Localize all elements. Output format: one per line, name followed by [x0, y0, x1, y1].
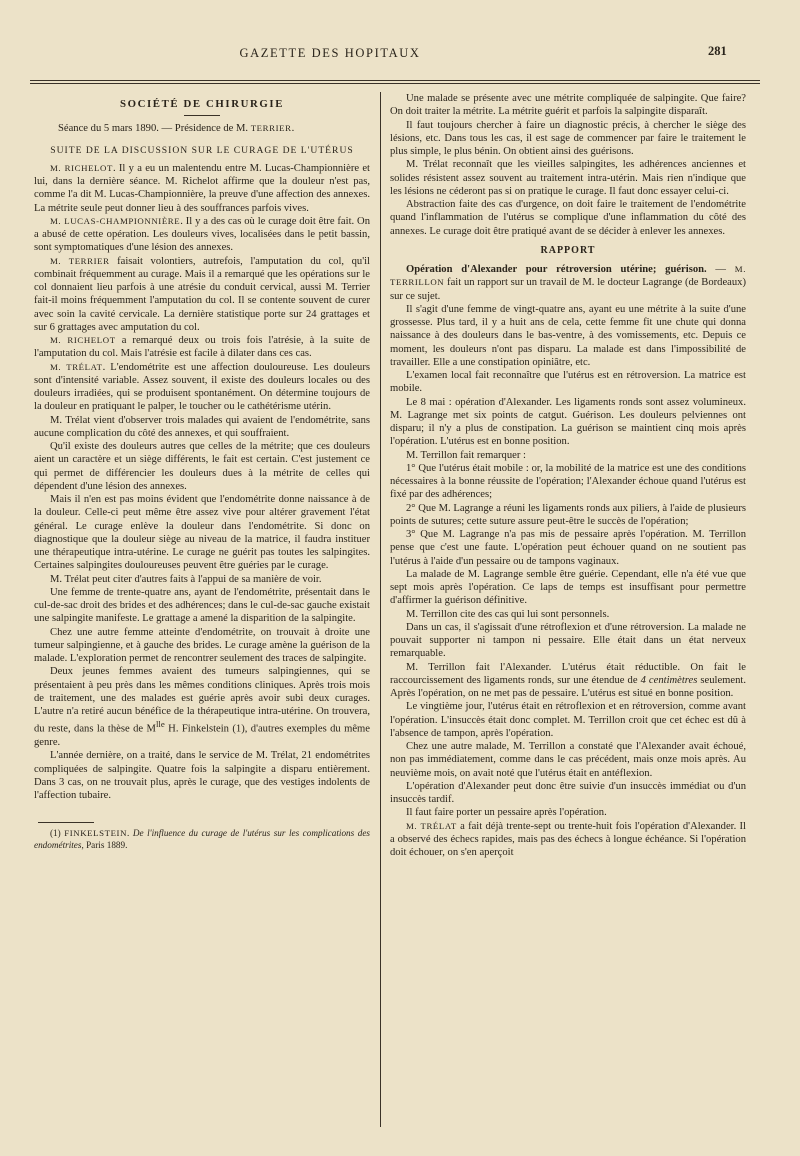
footnote: (1) FINKELSTEIN. De l'influence du curage de l'utérus sur les complications des endométrites, Paris 1889. — [34, 828, 370, 851]
paragraph: M. Trélat reconnaît que les vieilles salpingites, les adhérences anciennes et solides résistent assez souvent au traitement intra-utérin. Mais rien n'indique que les lésions ne céderont pas si on pratique le curage. Il faut donc essayer celui-ci. — [390, 159, 746, 197]
paragraph: M. RICHELOT. Il y a eu un malentendu entre M. Lucas-Championnière et lui, dans la dernière séance. M. Richelot affirme que la douleur n'est pas, comme l'a dit M. Lucas-Championnière, la preuve d'une affection des annexes. La métrite seule peut donner lieu à des souffrances parfois vives. — [34, 162, 370, 214]
speaker-name: M. TRÉLAT — [50, 361, 103, 372]
page-number: 281 — [708, 44, 727, 58]
speaker-name: M. TERRIER — [50, 255, 110, 266]
paragraph: M. LUCAS-CHAMPIONNIÈRE. Il y a des cas où le curage doit être fait. On a abusé de cette opération. Les douleurs vives, localisées dans le petit bassin, sont symptomatiques d'une lésion des annexes. — [34, 215, 370, 254]
paragraph: Chez une autre femme atteinte d'endométrite, on trouvait à droite une tumeur salpingienne, et à gauche des brides. Le curage amène la guérison de la malade. L'exploration permet de rencontrer seulement des traces de salpingite. — [34, 626, 370, 664]
speaker-name: M. RICHELOT — [50, 162, 113, 173]
speaker-name: M. LUCAS-CHAMPIONNIÈRE — [50, 215, 181, 226]
section-title: SOCIÉTÉ DE CHIRURGIE — [120, 98, 284, 110]
header-double-rule — [30, 80, 760, 84]
paragraph: M. TRÉLAT a fait déjà trente-sept ou trente-huit fois l'opération d'Alexander. Il a observé des échecs rapides, mais pas des échecs à longue échéance. Si l'opération doit échouer, on s'en aperçoit — [390, 820, 747, 858]
president-name: TERRIER — [250, 123, 292, 134]
paragraph: Abstraction faite des cas d'urgence, on doit faire le traitement de l'endométrite quand l'inflammation de l'utérus se complique d'une inflammation du côté des annexes. Le curage doit être pratiqué avant de se décider à enlever les annexes. — [390, 199, 746, 237]
running-header-title: GAZETTE DES HOPITAUX — [239, 46, 421, 60]
paragraph: Il faut faire porter un pessaire après l'opération. — [406, 807, 607, 819]
footnote-rule — [38, 822, 94, 823]
paragraph: Il faut toujours chercher à faire un diagnostic précis, à chercher le siège des lésions, etc. Dans tous les cas, il est sage de commencer par faire le traitement le plus simple, le plus bénin. On obtient ainsi des guérisons. — [390, 119, 746, 157]
left-column — [34, 92, 370, 851]
paragraph: M. RICHELOT a remarqué deux ou trois fois l'atrésie, à la suite de l'amputation du col. Mais l'atrésie est facile à dilater dans ces cas. — [34, 335, 370, 360]
paragraph: Une malade se présente avec une métrite compliquée de salpingite. Que faire? On doit traiter la métrite. La métrite guérit et parfois la salpingite disparaît. — [390, 93, 746, 118]
right-column — [390, 92, 746, 859]
paragraph: M. TERRIER faisait volontiers, autrefois, l'amputation du col, qu'il combinait fréquemment au curage. Mais il a remarqué que les opérations sur le col donnaient lieu parfois à une atrésie du conduit cervical, aussi M. Terrier fait-il moins fréquemment l'amputation du col. Il se contente souvent de curer avec soin la cavité cervicale. La dernière statistique porte sur 24 grattages et sur 6 grattages avec amputation du col. — [34, 255, 370, 333]
speaker-name: M. TRÉLAT — [406, 820, 457, 831]
paragraph: Chez une autre malade, M. Terrillon a constaté que l'Alexander avait échoué, non pas immédiatement, comme dans le cas précédent, mais onze mois après. Au neuvième mois, on avait noté que l'utérus était en antéflexion. — [390, 741, 746, 779]
paragraph: M. Terrillon cite des cas qui lui sont personnels. — [406, 608, 610, 620]
paragraph: Deux jeunes femmes avaient des tumeurs salpingiennes, qui se présentaient à peu près dans les mêmes conditions cliniques. Après trois mois de traitement, une des malades est guérie après avoir subi deux curages. L'autre n'a retiré aucun bénéfice de la thérapeutique intra-utérine. On trouvera, du reste, dans la thèse de $M^{lle}$ H. Finkelstein (1), d'autres exemples du même genre. — [34, 666, 370, 749]
column-divider — [380, 92, 381, 1127]
rapport-heading: RAPPORT — [540, 244, 596, 256]
paragraph: Une femme de trente-quatre ans, ayant de l'endométrite, présentait dans le cul-de-sac droit des brides et des adhérences; dans le cul-de-sac gauche existait une salpingite manifeste. Le grattage a amené la disparition de la salpingite. — [34, 586, 370, 625]
paragraph: M. Trélat vient d'observer trois malades qui avaient de l'endométrite, sans aucune complication du côté des annexes, et qui souffraient. — [34, 414, 370, 439]
paragraph: M. Terrillon fait l'Alexander. L'utérus était réductible. On fait le raccourcissement des ligaments ronds, sur une étendue de 4 centimètres seulement. Après l'opération, on ne met pas de pessaire. L'utérus est situé en bonne position. — [390, 661, 747, 699]
seance-line: Séance du 5 mars 1890. — Présidence de M. TERRIER. — [58, 123, 295, 135]
paragraph: 3° Que M. Lagrange n'a pas mis de pessaire après l'opération. M. Terrillon pense que c'est une faute. L'opération peut échouer quand on ne soutient pas l'utérus à l'aide d'un pessaire ou de tampons vaginaux. — [390, 529, 746, 567]
paragraph: M. TRÉLAT. L'endométrite est une affection douloureuse. Les douleurs sont d'intensité variable. Assez souvent, il existe des douleurs locales ou des douleurs irradiées, qui se produisent spontanément. On détermine toujours de la douleur en pratiquant le palper, le toucher ou le cathétérisme utérin. — [34, 361, 371, 413]
paragraph: L'examen local fait reconnaître que l'utérus est en rétroversion. La matrice est mobile. — [390, 370, 746, 395]
footnote-title: De l'influence du curage de l'utérus sur les complications des endométrites — [34, 828, 370, 851]
paragraph: Opération d'Alexander pour rétroversion utérine; guérison. — M. TERRILLON fait un rapport sur un travail de M. le docteur Lagrange (de Bordeaux) sur ce sujet. — [390, 264, 747, 302]
footnote-author: FINKELSTEIN — [64, 828, 128, 839]
paragraph: Dans un cas, il s'agissait d'une rétroflexion et d'une rétroversion. La malade ne pouvait supporter ni tampon ni pessaire. Elle était dans un état nerveux remarquable. — [390, 621, 746, 660]
paragraph: Le 8 mai : opération d'Alexander. Les ligaments ronds sont assez volumineux. M. Lagrange met six points de catgut. Guérison. Les douleurs pelviennes ont disparu; il n'y a plus de constipation. La guérison se maintient cinq mois après l'opération. L'utérus est en bonne position. — [390, 396, 746, 448]
paragraph: M. Trélat peut citer d'autres faits à l'appui de sa manière de voir. — [50, 573, 322, 585]
paragraph: Il s'agit d'une femme de vingt-quatre ans, ayant eu une métrite à la suite d'une grossesse. Plus tard, il y a huit ans de cela, cette femme fit une chute qui donna naissance à des douleurs dans le bas-ventre, à des vomissements, etc. Depuis ce moment, les douleurs n'ont pas disparu. La malade est dans l'impossibilité de travailler. Elle a une constipation opiniâtre, etc. — [390, 303, 746, 368]
title-rule — [184, 115, 220, 116]
paragraph: L'année dernière, on a traité, dans le service de M. Trélat, 21 endométrites compliquées de salpingite. Quatre fois la salpingite a disparu entièrement. Dans 3 cas, on ne trouvait plus, après le curage, que des vestiges indolents de l'affection tubaire. — [34, 750, 370, 802]
paragraph: L'opération d'Alexander peut donc être suivie d'un insuccès immédiat ou d'un insuccès tardif. — [390, 780, 746, 805]
discussion-subtitle: SUITE DE LA DISCUSSION SUR LE CURAGE DE L'UTÉRUS — [50, 144, 354, 156]
speaker-name: M. TERRILLON — [390, 264, 747, 288]
paragraph: M. Terrillon fait remarquer : — [406, 449, 526, 461]
report-title: Opération d'Alexander pour rétroversion utérine; guérison. — [406, 264, 707, 275]
speaker-name: M. RICHELOT — [50, 335, 116, 345]
paragraph: Mais il n'en est pas moins évident que l'endométrite donne naissance à de la douleur. Celle-ci peut même être assez vive pour altérer gravement l'état général. Le curage enlève la douleur dans l'endométrite. Si donc on diagnostique que la douleur siège au niveau de la matrice, il faudra instituer une thérapeutique intra-utérine. Le curage ne guérit pas toutes les salpingites. Certaines salpingites douloureuses peuvent être guéries par le curage. — [34, 494, 370, 572]
paragraph: La malade de M. Lagrange semble être guérie. Cependant, elle n'a été vue que sept mois après l'opération. Ce laps de temps est insuffisant pour permettre d'affirmer la guérison définitive. — [390, 568, 746, 607]
paragraph: 1° Que l'utérus était mobile : or, la mobilité de la matrice est une des conditions nécessaires à la bonne réussite de l'opération; l'Alexander échoue quand l'utérus est fixé par des adhérences; — [390, 462, 746, 501]
paragraph: Le vingtième jour, l'utérus était en rétroflexion et en rétroversion, comme avant l'opération. L'insuccès était donc complet. M. Terrillon croit que cet échec est dû à l'absence de tampon, après l'opération. — [390, 701, 746, 739]
paragraph: 2° Que M. Lagrange a réuni les ligaments ronds aux piliers, à l'aide de plusieurs points de sutures; cette suture assure peut-être le succès de l'opération; — [390, 502, 746, 527]
seance-text: Séance du 5 mars 1890. — Présidence de M. — [58, 123, 251, 135]
paragraph: Qu'il existe des douleurs autres que celles de la métrite; que ces douleurs aient un caractère et un siège différents, le fait est certain. C'est justement ce qui permet de différencier les douleurs dues à la métrite de celles qui dépendent d'une lésion des annexes. — [34, 441, 370, 492]
